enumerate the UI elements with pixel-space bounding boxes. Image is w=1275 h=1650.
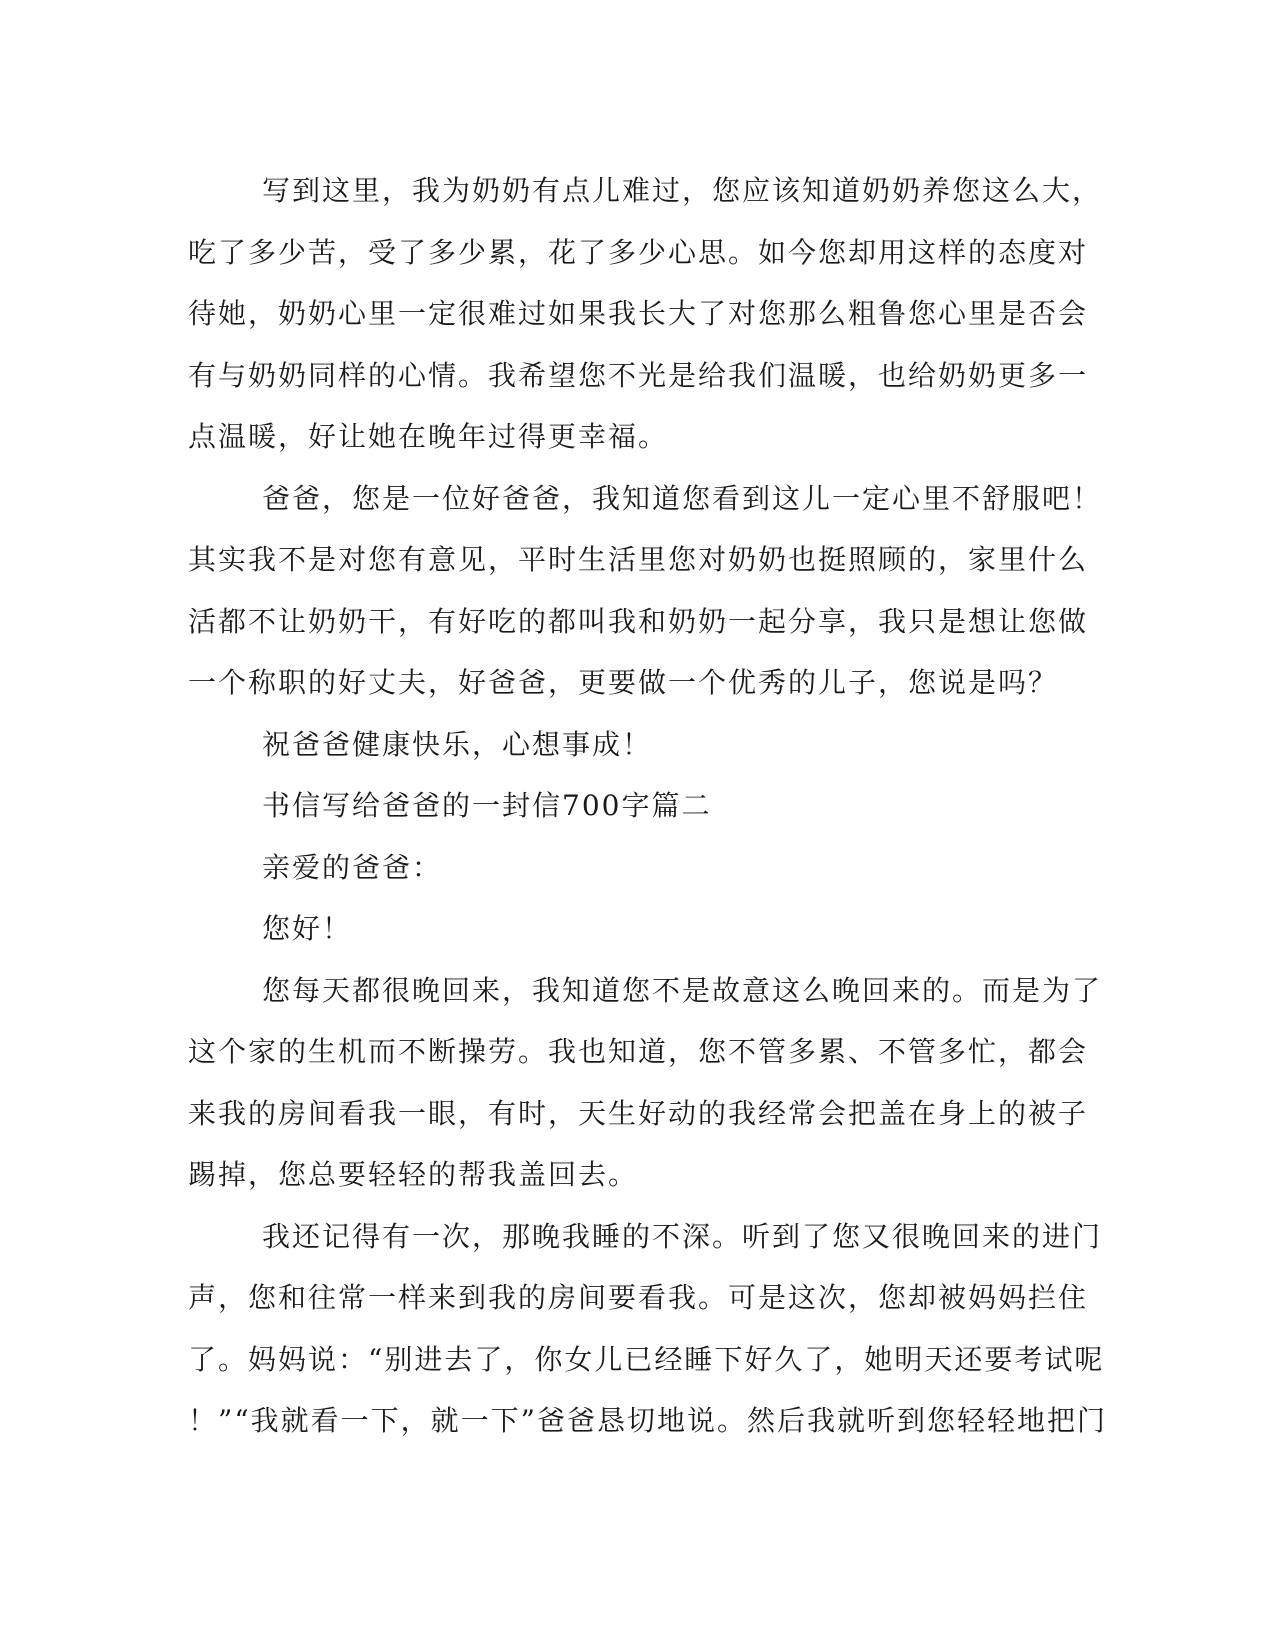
text-line: 写到这里，我为奶奶有点儿难过，您应该知道奶奶养您这么大， (262, 174, 1103, 207)
paragraph (188, 898, 1068, 960)
text-line: 来我的房间看我一眼，有时，天生好动的我经常会把盖在身上的被子 (188, 1096, 1089, 1130)
text-line: 点温暖，好让她在晚年过得更幸福。 (188, 420, 669, 453)
paragraph (188, 960, 1103, 1206)
paragraph (188, 837, 1068, 899)
text-line: 一个称职的好丈夫，好爸爸，更要做一个优秀的儿子，您说是吗？ (188, 666, 1059, 699)
paragraph (188, 775, 1068, 837)
text-line: 您好！ (262, 912, 353, 945)
text-line: 吃了多少苦，受了多少累，花了多少心思。如今您却用这样的态度对 (188, 235, 1089, 269)
text-line: 踢掉，您总要轻轻的帮我盖回去。 (188, 1158, 639, 1191)
paragraph (188, 160, 1103, 468)
paragraph (188, 1206, 1107, 1452)
text-line: 了。妈妈说：“别进去了，你女儿已经睡下好久了，她明天还要考试呢 (188, 1342, 1105, 1376)
text-line: ！”“我就看一下，就一下”爸爸恳切地说。然后我就听到您轻轻地把门 (188, 1404, 1107, 1437)
document-body (188, 160, 1107, 1452)
text-line: 有与奶奶同样的心情。我希望您不光是给我们温暖，也给奶奶更多一 (188, 358, 1089, 392)
text-line: 这个家的生机而不断操劳。我也知道，您不管多累、不管多忙，都会 (188, 1035, 1089, 1068)
text-line: 您每天都很晚回来，我知道您不是故意这么晚回来的。而是为了 (262, 973, 1103, 1007)
text-line: 亲爱的爸爸： (262, 850, 443, 884)
text-line: 其实我不是对您有意见，平时生活里您对奶奶也挺照顾的，家里什么 (188, 543, 1089, 576)
paragraph (188, 714, 1068, 776)
text-line: 祝爸爸健康快乐，心想事成！ (262, 727, 653, 761)
text-line: 我还记得有一次，那晚我睡的不深。听到了您又很晚回来的进门 (262, 1219, 1103, 1253)
text-line: 声，您和往常一样来到我的房间要看我。可是这次，您却被妈妈拦住 (188, 1281, 1089, 1314)
text-line: 爸爸，您是一位好爸爸，我知道您看到这儿一定心里不舒服吧！ (262, 481, 1103, 515)
text-line: 活都不让奶奶干，有好吃的都叫我和奶奶一起分享，我只是想让您做 (188, 604, 1089, 638)
text-line: 书信写给爸爸的一封信700字篇二 (262, 789, 712, 822)
paragraph (188, 468, 1103, 714)
text-line: 待她，奶奶心里一定很难过如果我长大了对您那么粗鲁您心里是否会 (188, 297, 1089, 330)
